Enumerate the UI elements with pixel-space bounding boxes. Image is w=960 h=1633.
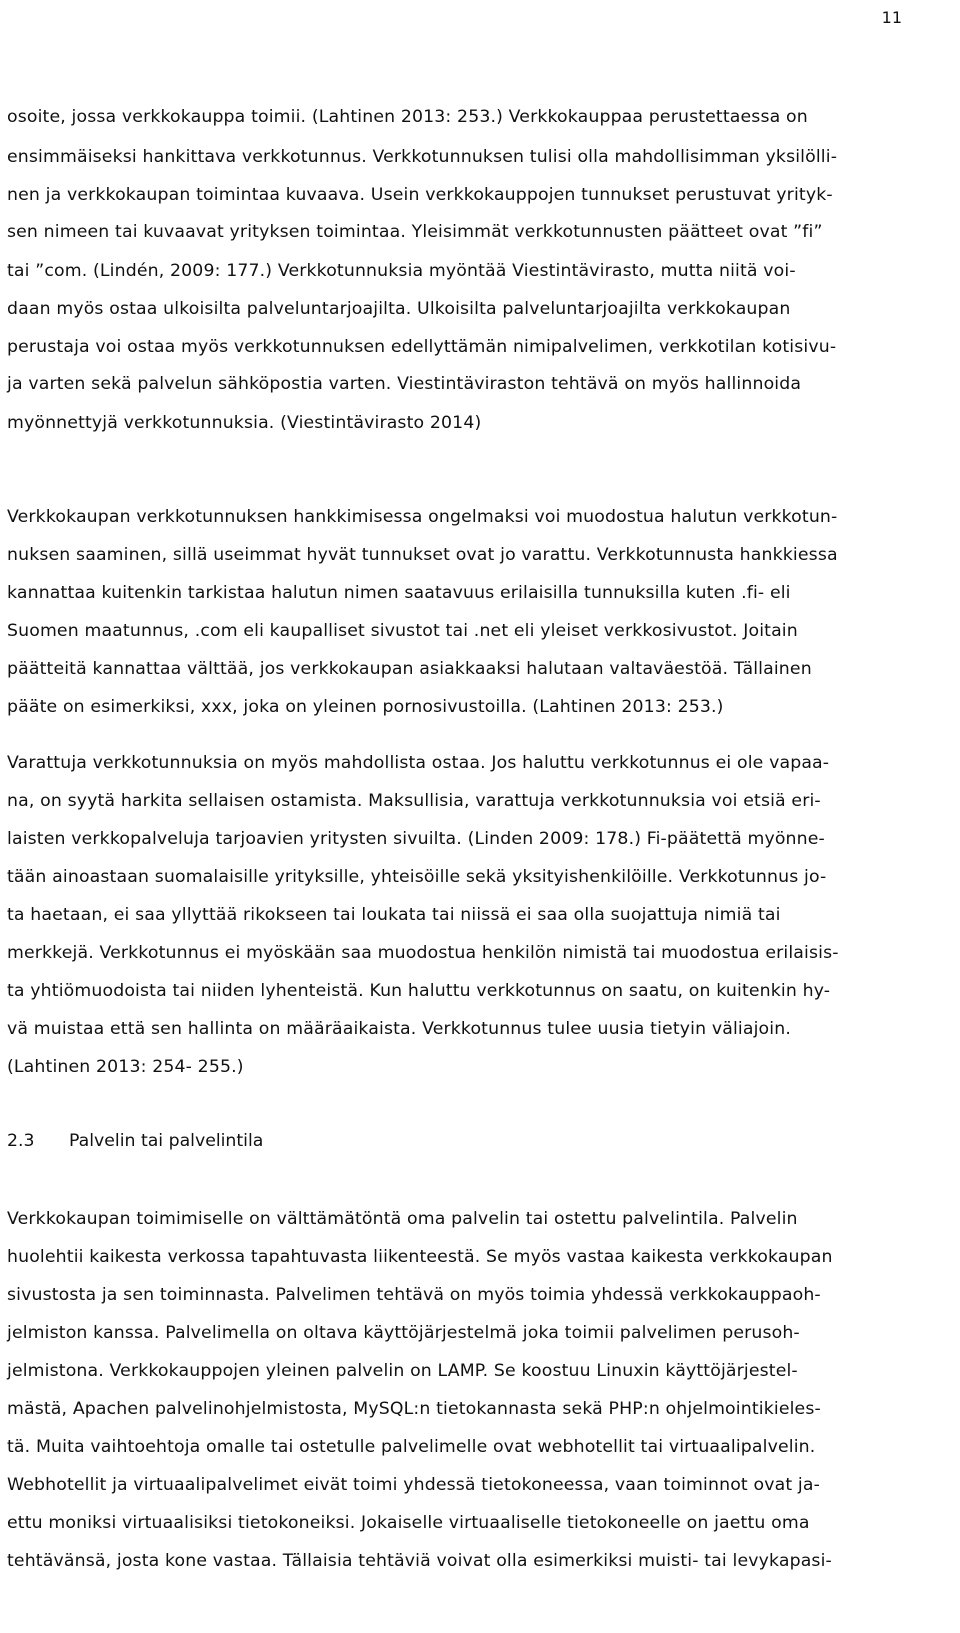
text-line: (Lahtinen 2013: 254- 255.) bbox=[7, 1057, 244, 1077]
text-line: ettu moniksi virtuaalisiksi tietokoneiksi. Jokaiselle virtuaaliselle tietokoneelle on jaettu oma bbox=[7, 1513, 810, 1533]
text-line: ta yhtiömuodoista tai niiden lyhenteistä. Kun haluttu verkkotunnus on saatu, on kuitenkin hy- bbox=[7, 981, 831, 1001]
page-number: 11 bbox=[881, 8, 902, 27]
text-line: huolehtii kaikesta verkossa tapahtuvasta liikenteestä. Se myös vastaa kaikesta verkkokaupan bbox=[7, 1247, 833, 1267]
text-line: Webhotellit ja virtuaalipalvelimet eivät toimi yhdessä tietokoneessa, vaan toiminnot ovat ja- bbox=[7, 1475, 820, 1495]
text-line: ja varten sekä palvelun sähköpostia varten. Viestintäviraston tehtävä on myös hallinnoida bbox=[7, 374, 802, 394]
section-number: 2.3 bbox=[7, 1131, 35, 1151]
text-line: na, on syytä harkita sellaisen ostamista. Maksullisia, varattuja verkkotunnuksia voi etsiä eri- bbox=[7, 791, 821, 811]
text-line: perustaja voi ostaa myös verkkotunnuksen edellyttämän nimipalvelimen, verkkotilan kotisivu- bbox=[7, 337, 837, 357]
text-line: tä. Muita vaihtoehtoja omalle tai ostetulle palvelimelle ovat webhotellit tai virtuaalipalvelin. bbox=[7, 1437, 816, 1457]
text-line: mästä, Apachen palvelinohjelmistosta, MySQL:n tietokannasta sekä PHP:n ohjelmointikieles- bbox=[7, 1399, 821, 1419]
text-line: jelmistona. Verkkokauppojen yleinen palvelin on LAMP. Se koostuu Linuxin käyttöjärjestel- bbox=[7, 1361, 798, 1381]
text-line: Varattuja verkkotunnuksia on myös mahdollista ostaa. Jos haluttu verkkotunnus ei ole vapaa- bbox=[7, 753, 830, 773]
text-line: ensimmäiseksi hankittava verkkotunnus. Verkkotunnuksen tulisi olla mahdollisimman yksilölli- bbox=[7, 147, 838, 167]
text-line: laisten verkkopalveluja tarjoavien yritysten sivuilta. (Linden 2009: 178.) Fi-päätettä myönne- bbox=[7, 829, 825, 849]
text-line: tään ainoastaan suomalaisille yrityksille, yhteisöille sekä yksityishenkilöille. Verkkotunnus jo- bbox=[7, 867, 827, 887]
text-line: merkkejä. Verkkotunnus ei myöskään saa muodostua henkilön nimistä tai muodostua erilaisis- bbox=[7, 943, 839, 963]
text-line: Verkkokaupan toimimiselle on välttämätöntä oma palvelin tai ostettu palvelintila. Palvelin bbox=[7, 1209, 798, 1229]
text-line: ta haetaan, ei saa yllyttää rikokseen tai loukata tai niissä ei saa olla suojattuja nimiä tai bbox=[7, 905, 781, 925]
text-line: sen nimeen tai kuvaavat yrityksen toimintaa. Yleisimmät verkkotunnusten päätteet ovat ”fi” bbox=[7, 222, 823, 242]
section-heading bbox=[7, 1130, 263, 1152]
text-line: tehtävänsä, josta kone vastaa. Tällaisia tehtäviä voivat olla esimerkiksi muisti- tai levykapasi- bbox=[7, 1551, 832, 1571]
text-line: myönnettyjä verkkotunnuksia. (Viestintävirasto 2014) bbox=[7, 413, 482, 433]
text-line: nen ja verkkokaupan toimintaa kuvaava. Usein verkkokauppojen tunnukset perustuvat yrityk- bbox=[7, 185, 833, 205]
text-line: Suomen maatunnus, .com eli kaupalliset sivustot tai .net eli yleiset verkkosivustot. Joitain bbox=[7, 621, 798, 641]
section-title: Palvelin tai palvelintila bbox=[69, 1131, 264, 1151]
text-line: pääte on esimerkiksi, xxx, joka on yleinen pornosivustoilla. (Lahtinen 2013: 253.) bbox=[7, 697, 724, 717]
text-line: vä muistaa että sen hallinta on määräaikaista. Verkkotunnus tulee uusia tietyin väliajoin. bbox=[7, 1019, 791, 1039]
text-line: jelmiston kanssa. Palvelimella on oltava käyttöjärjestelmä joka toimii palvelimen perusoh- bbox=[7, 1323, 800, 1343]
text-line: kannattaa kuitenkin tarkistaa halutun nimen saatavuus erilaisilla tunnuksilla kuten .fi- eli bbox=[7, 583, 791, 603]
text-line: tai ”com. (Lindén, 2009: 177.) Verkkotunnuksia myöntää Viestintävirasto, mutta niitä voi- bbox=[7, 261, 796, 281]
text-line: päätteitä kannattaa välttää, jos verkkokaupan asiakkaaksi halutaan valtaväestöä. Tällainen bbox=[7, 659, 812, 679]
text-line: daan myös ostaa ulkoisilta palveluntarjoajilta. Ulkoisilta palveluntarjoajilta verkkokaupan bbox=[7, 299, 791, 319]
text-line: nuksen saaminen, sillä useimmat hyvät tunnukset ovat jo varattu. Verkkotunnusta hankkiessa bbox=[7, 545, 838, 565]
text-line: osoite, jossa verkkokauppa toimii. (Lahtinen 2013: 253.) Verkkokauppaa perustettaessa on bbox=[7, 107, 808, 127]
text-line: sivustosta ja sen toiminnasta. Palvelimen tehtävä on myös toimia yhdessä verkkokauppaoh- bbox=[7, 1285, 821, 1305]
text-line: Verkkokaupan verkkotunnuksen hankkimisessa ongelmaksi voi muodostua halutun verkkotun- bbox=[7, 507, 838, 527]
